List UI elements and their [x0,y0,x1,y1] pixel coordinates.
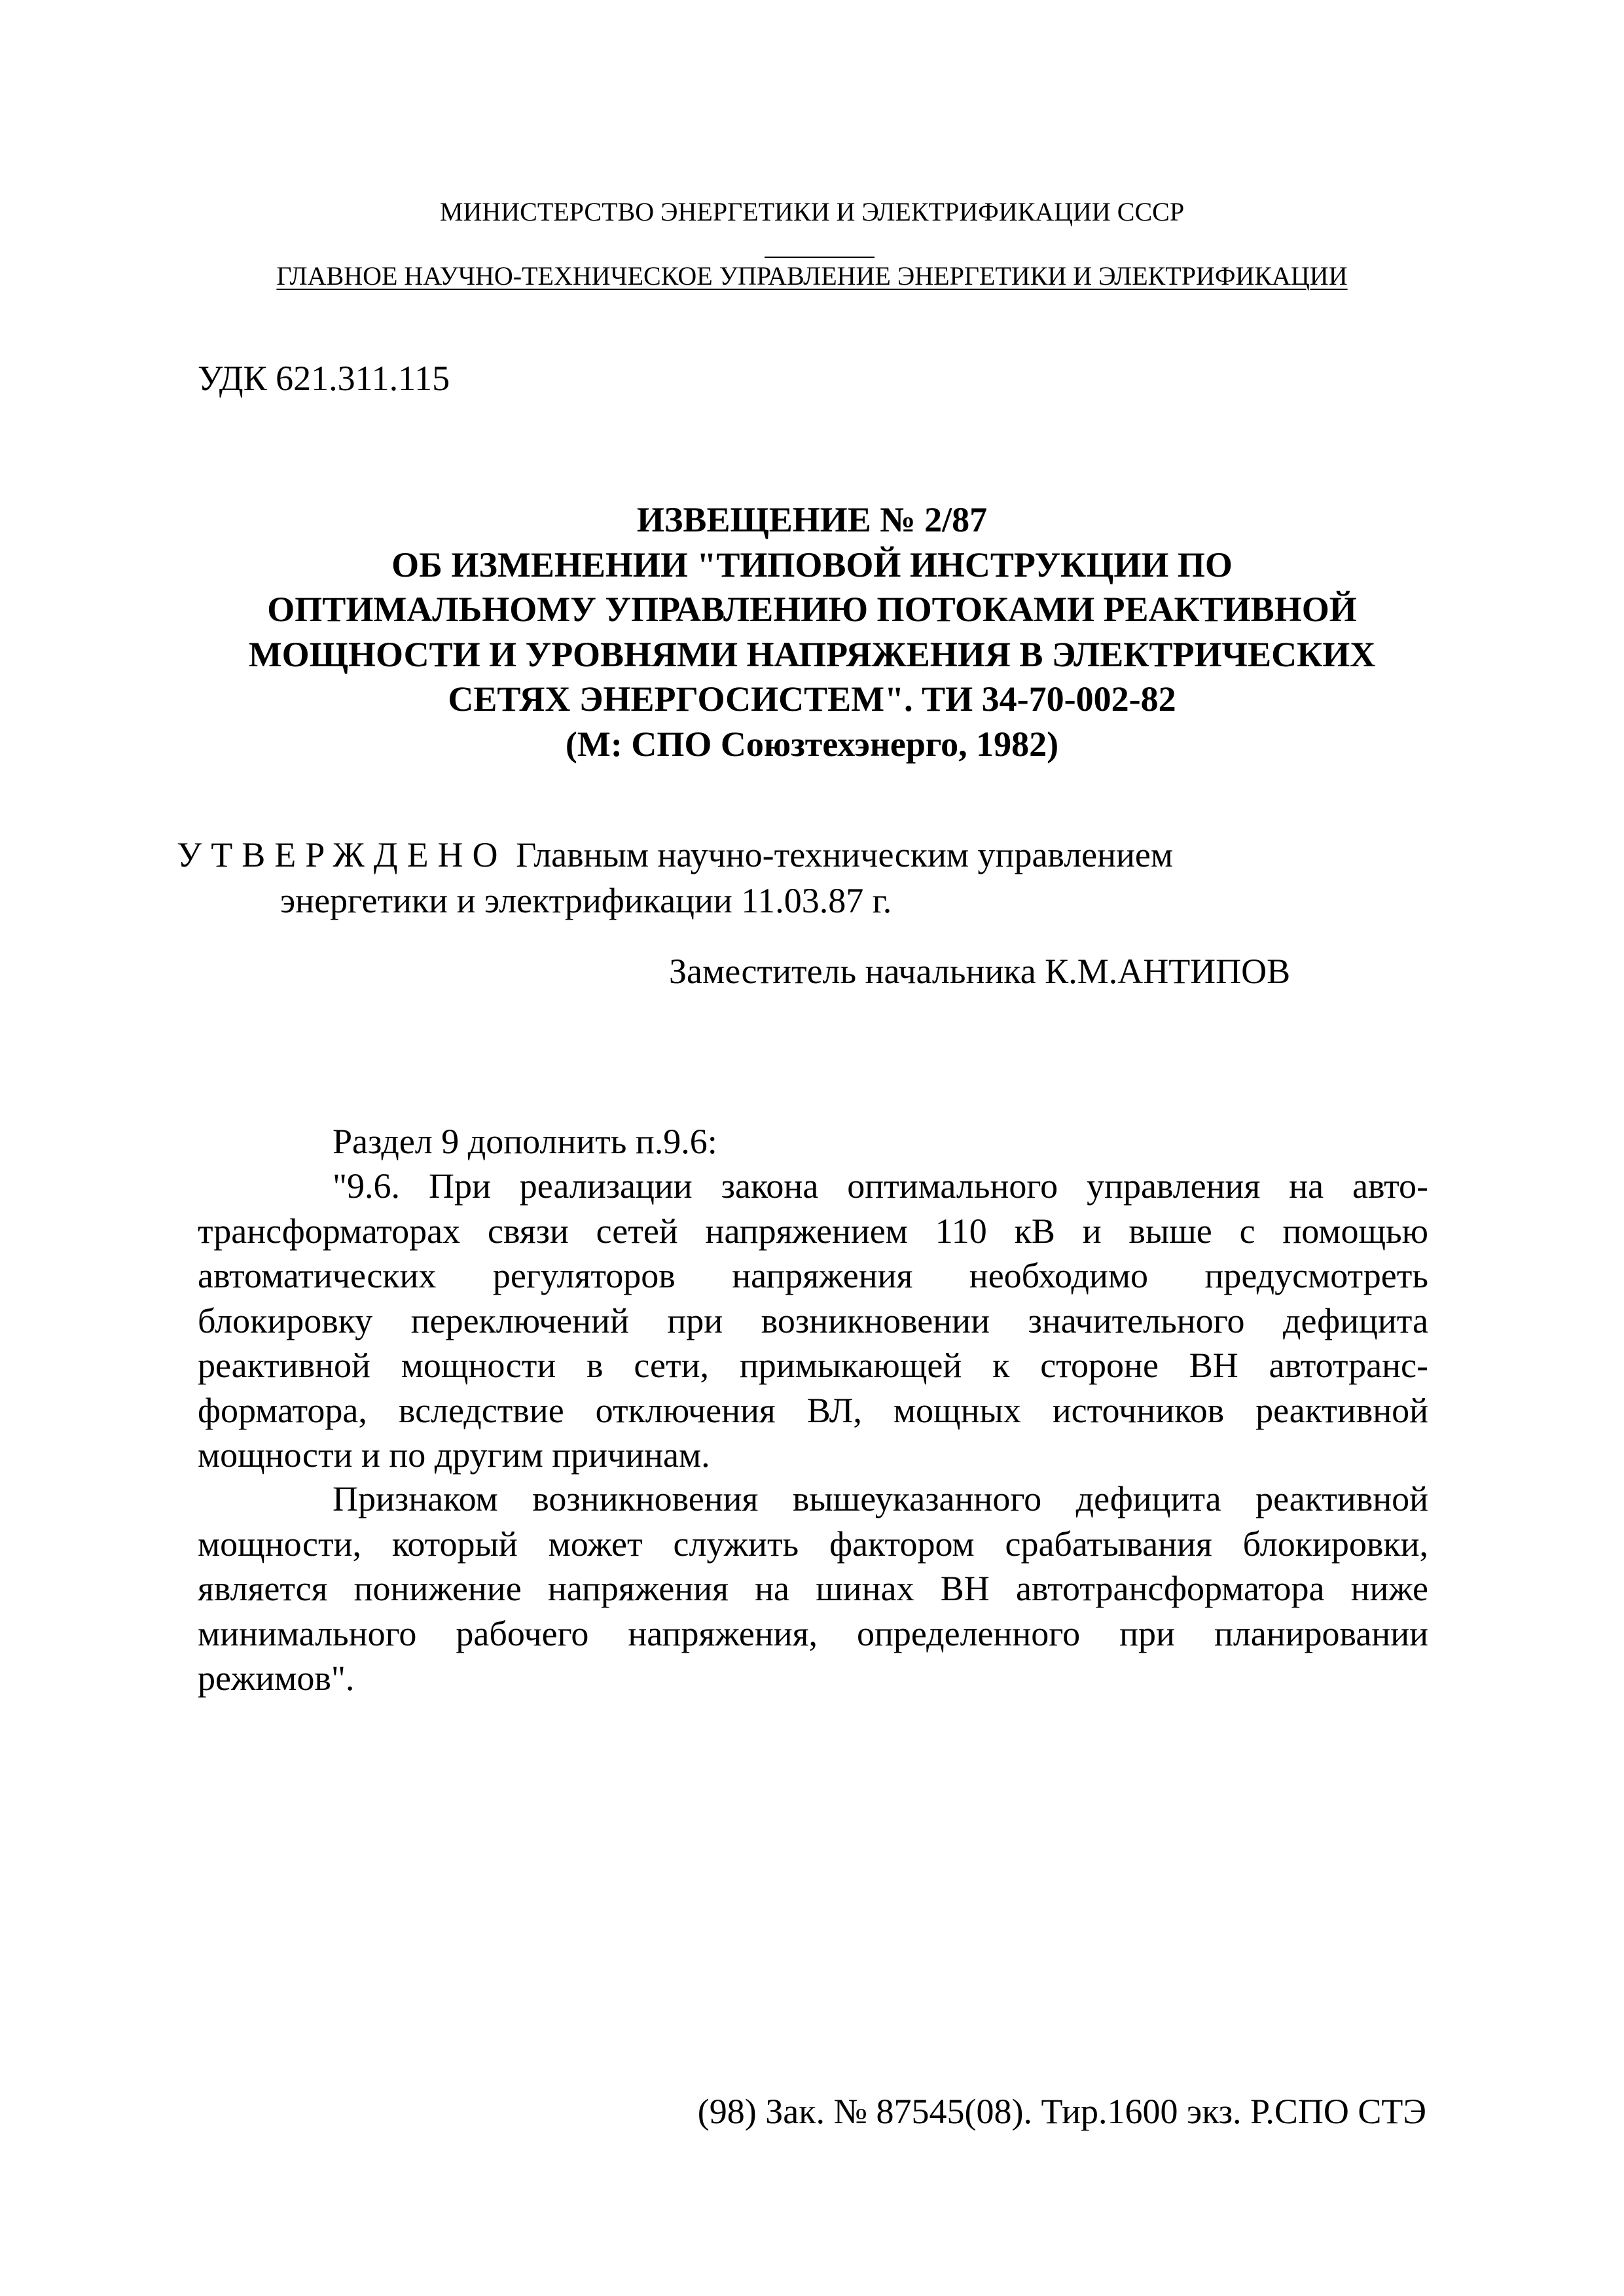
paragraph-line: реактивной мощности в сети, примыкающей к стороне ВН автотранс- [198,1346,1428,1385]
title-line: МОЩНОСТИ И УРОВНЯМИ НАПРЯЖЕНИЯ В ЭЛЕКТРИЧЕСКИХ [248,634,1376,674]
document-title [0,497,1624,766]
udk-code: УДК 621.311.115 [198,359,450,398]
signatory: Заместитель начальника К.М.АНТИПОВ [669,952,1291,991]
paragraph-blocking-criterion [198,1477,1428,1701]
paragraph-line: блокировку переключений при возникновении значительного дефицита [198,1300,1428,1340]
approval-line [177,833,1173,877]
title-line: СЕТЯХ ЭНЕРГОСИСТЕМ". ТИ 34-70-002-82 [448,679,1176,719]
title-line: ОПТИМАЛЬНОМУ УПРАВЛЕНИЮ ПОТОКАМИ РЕАКТИВНОЙ [267,590,1357,629]
approval-authority: Главным научно-техническим управлением [516,835,1174,874]
paragraph-line: автоматических регуляторов напряжения необходимо предусмотреть [198,1256,1428,1295]
title-line: (М: СПО Союзтехэнерго, 1982) [565,724,1059,764]
header-divider [765,257,875,258]
approval-continuation: энергетики и электрификации 11.03.87 г. [280,881,892,920]
approval-keyword: УТВЕРЖДЕНО [177,835,507,874]
section-intro: Раздел 9 дополнить п.9.6: [333,1122,717,1161]
paragraph-9-6 [198,1164,1428,1478]
paragraph-line: трансформаторах связи сетей напряжением 110 кВ и выше с помощью [198,1211,1428,1251]
paragraph-line: Признаком возникновения вышеуказанного дефицита реактивной [333,1479,1428,1518]
paragraph-line: является понижение напряжения на шинах ВН автотрансформатора ниже [198,1569,1428,1608]
directorate-header: ГЛАВНОЕ НАУЧНО-ТЕХНИЧЕСКОЕ УПРАВЛЕНИЕ ЭНЕРГЕТИКИ И ЭЛЕКТРИФИКАЦИИ [276,261,1348,291]
paragraph-line: форматора, вследствие отключения ВЛ, мощных источников реактивной [198,1390,1428,1430]
paragraph-line: минимального рабочего напряжения, определенного при планировании [198,1613,1428,1653]
paragraph-line: "9.6. При реализации закона оптимального управления на авто- [333,1166,1428,1206]
ministry-header: МИНИСТЕРСТВО ЭНЕРГЕТИКИ И ЭЛЕКТРИФИКАЦИИ СССР [439,197,1185,226]
print-footer: (98) Зак. № 87545(08). Тир.1600 экз. Р.СПО СТЭ [697,2092,1426,2131]
title-line: ОБ ИЗМЕНЕНИИ "ТИПОВОЙ ИНСТРУКЦИИ ПО [391,545,1233,584]
paragraph-line: режимов". [198,1659,355,1698]
paragraph-line: мощности и по другим причинам. [198,1435,710,1475]
title-line: ИЗВЕЩЕНИЕ № 2/87 [636,500,988,539]
paragraph-line: мощности, который может служить фактором срабатывания блокировки, [198,1524,1428,1564]
